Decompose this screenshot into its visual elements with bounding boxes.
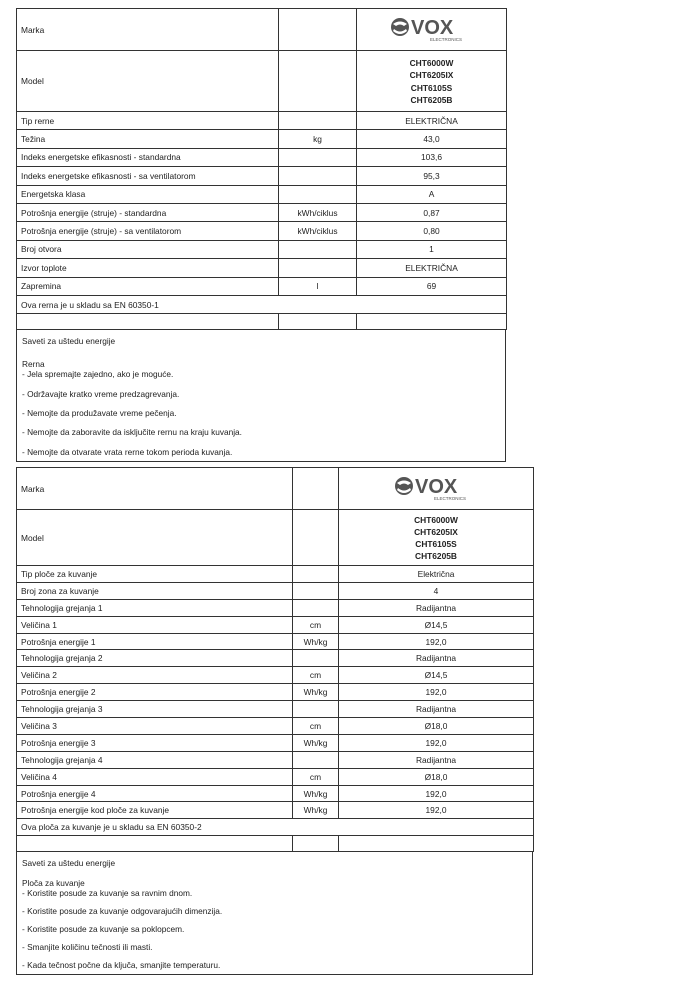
spec-value: Radijantna [339, 599, 534, 616]
tip-item: - Koristite posude za kuvanje odgovarajućih dimenzija. [22, 906, 223, 917]
spec-row [17, 240, 507, 258]
tip-item: - Koristite posude za kuvanje sa poklopcem. [22, 924, 185, 935]
spec-row [17, 684, 534, 701]
spec-unit: cm [293, 718, 339, 735]
hob-spec-table [16, 467, 534, 852]
spec-value: Radijantna [339, 650, 534, 667]
spec-row [17, 167, 507, 185]
tip-item: - Smanjite količinu tečnosti ili masti. [22, 942, 153, 953]
spec-value: Radijantna [339, 701, 534, 718]
spec-unit: kg [279, 130, 357, 148]
brand-logo [357, 9, 507, 51]
brand-logo [339, 468, 534, 510]
spec-label: Tehnologija grejanja 3 [17, 701, 293, 718]
spec-value: Ø14,5 [339, 667, 534, 684]
spec-label: Veličina 3 [17, 718, 293, 735]
spec-value: 0,80 [357, 222, 507, 240]
spec-value: Električna [339, 566, 534, 583]
spec-unit [279, 148, 357, 166]
model-label: Model [17, 51, 279, 112]
tip-item: - Održavajte kratko vreme predzagrevanja. [22, 388, 180, 399]
spec-value: 0,87 [357, 203, 507, 221]
spec-unit: cm [293, 768, 339, 785]
tip-item: - Kada tečnost počne da ključa, smanjite temperaturu. [22, 960, 221, 971]
model-item: CHT6205IX [414, 527, 458, 537]
tips-title: Saveti za uštedu energije [22, 336, 116, 347]
spec-label: Veličina 4 [17, 768, 293, 785]
spec-label: Izvor toplote [17, 259, 279, 277]
spec-value: 192,0 [339, 633, 534, 650]
spec-unit: kWh/ciklus [279, 203, 357, 221]
spec-value: 192,0 [339, 734, 534, 751]
spec-row [17, 667, 534, 684]
spec-unit [293, 599, 339, 616]
brand-row [17, 468, 534, 510]
spec-value: Radijantna [339, 751, 534, 768]
spec-label: Tehnologija grejanja 1 [17, 599, 293, 616]
spec-row [17, 130, 507, 148]
compliance-row [17, 295, 507, 313]
brand-label: Marka [17, 9, 279, 51]
model-list [339, 510, 534, 566]
spec-row [17, 222, 507, 240]
spec-value: Ø14,5 [339, 616, 534, 633]
spec-label: Veličina 1 [17, 616, 293, 633]
spec-value: Ø18,0 [339, 718, 534, 735]
spec-row [17, 633, 534, 650]
spec-row [17, 259, 507, 277]
spec-unit: cm [293, 616, 339, 633]
compliance-note: Ova ploča za kuvanje je u skladu sa EN 60350-2 [17, 819, 534, 836]
spec-unit [279, 259, 357, 277]
spec-label: Indeks energetske efikasnosti - standardna [17, 148, 279, 166]
spec-label: Zapremina [17, 277, 279, 295]
spec-value: 103,6 [357, 148, 507, 166]
spec-row [17, 650, 534, 667]
spec-row [17, 148, 507, 166]
spec-value: 4 [339, 582, 534, 599]
model-item: CHT6205B [410, 95, 453, 105]
spec-value: 43,0 [357, 130, 507, 148]
spec-row [17, 185, 507, 203]
vox-logo-icon [394, 474, 478, 502]
spec-row [17, 768, 534, 785]
spec-value: ELEKTRIČNA [357, 259, 507, 277]
spec-row [17, 785, 534, 802]
spec-row [17, 112, 507, 130]
spec-unit: Wh/kg [293, 684, 339, 701]
spec-label: Tehnologija grejanja 4 [17, 751, 293, 768]
spec-label: Težina [17, 130, 279, 148]
spec-label: Potrošnja energije 4 [17, 785, 293, 802]
spec-row [17, 802, 534, 819]
energy-saving-tips [16, 852, 533, 975]
model-item: CHT6000W [414, 515, 458, 525]
spec-label: Tehnologija grejanja 2 [17, 650, 293, 667]
spec-row [17, 203, 507, 221]
spec-label: Potrošnja energije 3 [17, 734, 293, 751]
spec-label: Potrošnja energije kod ploče za kuvanje [17, 802, 293, 819]
spec-label: Broj zona za kuvanje [17, 582, 293, 599]
tips-subtitle: Ploča za kuvanje [22, 878, 85, 889]
spec-value: A [357, 185, 507, 203]
spec-unit: cm [293, 667, 339, 684]
spec-row [17, 566, 534, 583]
model-row [17, 51, 507, 112]
spec-value: ELEKTRIČNA [357, 112, 507, 130]
spec-value: 192,0 [339, 785, 534, 802]
spec-row [17, 751, 534, 768]
spec-unit [293, 751, 339, 768]
model-row [17, 510, 534, 566]
spec-row [17, 718, 534, 735]
spec-value: Ø18,0 [339, 768, 534, 785]
hob-spec-sheet [16, 467, 533, 975]
spec-unit [293, 566, 339, 583]
oven-spec-table [16, 8, 507, 330]
tips-subtitle: Rerna [22, 359, 45, 370]
compliance-row [17, 819, 534, 836]
tip-item: - Koristite posude za kuvanje sa ravnim dnom. [22, 888, 193, 899]
model-label: Model [17, 510, 293, 566]
model-item: CHT6205IX [409, 70, 454, 80]
spec-value: 69 [357, 277, 507, 295]
spec-label: Indeks energetske efikasnosti - sa ventilatorom [17, 167, 279, 185]
logo-subtext: ELECTRONICS [434, 495, 467, 501]
spec-value: 192,0 [339, 684, 534, 701]
brand-label: Marka [17, 468, 293, 510]
spec-row [17, 582, 534, 599]
spec-row [17, 599, 534, 616]
spec-label: Tip rerne [17, 112, 279, 130]
spec-label: Energetska klasa [17, 185, 279, 203]
spec-unit: kWh/ciklus [279, 222, 357, 240]
spec-unit: Wh/kg [293, 785, 339, 802]
spec-unit: Wh/kg [293, 734, 339, 751]
spec-label: Potrošnja energije (struje) - standardna [17, 203, 279, 221]
spec-value: 1 [357, 240, 507, 258]
brand-row [17, 9, 507, 51]
spec-label: Potrošnja energije 2 [17, 684, 293, 701]
spec-unit [293, 701, 339, 718]
tip-item: - Nemojte da produžavate vreme pečenja. [22, 408, 177, 419]
tip-item: - Nemojte da zaboravite da isključite rernu na kraju kuvanja. [22, 427, 242, 438]
logo-text: VOX [410, 16, 453, 39]
spec-unit [279, 167, 357, 185]
spec-label: Potrošnja energije 1 [17, 633, 293, 650]
spec-value: 95,3 [357, 167, 507, 185]
spec-row [17, 734, 534, 751]
spec-unit [293, 582, 339, 599]
spec-label: Tip ploče za kuvanje [17, 566, 293, 583]
spec-row [17, 616, 534, 633]
tips-title: Saveti za uštedu energije [22, 858, 116, 869]
model-item: CHT6205B [415, 551, 457, 561]
spec-label: Broj otvora [17, 240, 279, 258]
vox-logo-icon [390, 15, 474, 43]
spec-unit [279, 112, 357, 130]
spec-label: Veličina 2 [17, 667, 293, 684]
spec-unit: Wh/kg [293, 633, 339, 650]
model-item: CHT6105S [410, 82, 453, 93]
model-item: CHT6105S [415, 539, 457, 549]
logo-text: VOX [415, 475, 458, 498]
spec-label: Potrošnja energije (struje) - sa ventilatorom [17, 222, 279, 240]
model-list [357, 51, 507, 112]
spec-unit [279, 240, 357, 258]
energy-saving-tips [16, 330, 506, 462]
spec-unit: Wh/kg [293, 802, 339, 819]
compliance-note: Ova rerna je u skladu sa EN 60350-1 [17, 295, 507, 313]
blank-row [17, 314, 507, 330]
tip-item: - Jela spremajte zajedno, ako je moguće. [22, 369, 174, 380]
spec-unit: l [279, 277, 357, 295]
spec-value: 192,0 [339, 802, 534, 819]
tip-item: - Nemojte da otvarate vrata rerne tokom perioda kuvanja. [22, 446, 233, 457]
spec-row [17, 701, 534, 718]
oven-spec-sheet [16, 8, 506, 462]
spec-unit [279, 185, 357, 203]
blank-row [17, 836, 534, 852]
spec-unit [293, 650, 339, 667]
logo-subtext: ELECTRONICS [429, 36, 462, 42]
spec-row [17, 277, 507, 295]
model-item: CHT6000W [409, 57, 454, 68]
